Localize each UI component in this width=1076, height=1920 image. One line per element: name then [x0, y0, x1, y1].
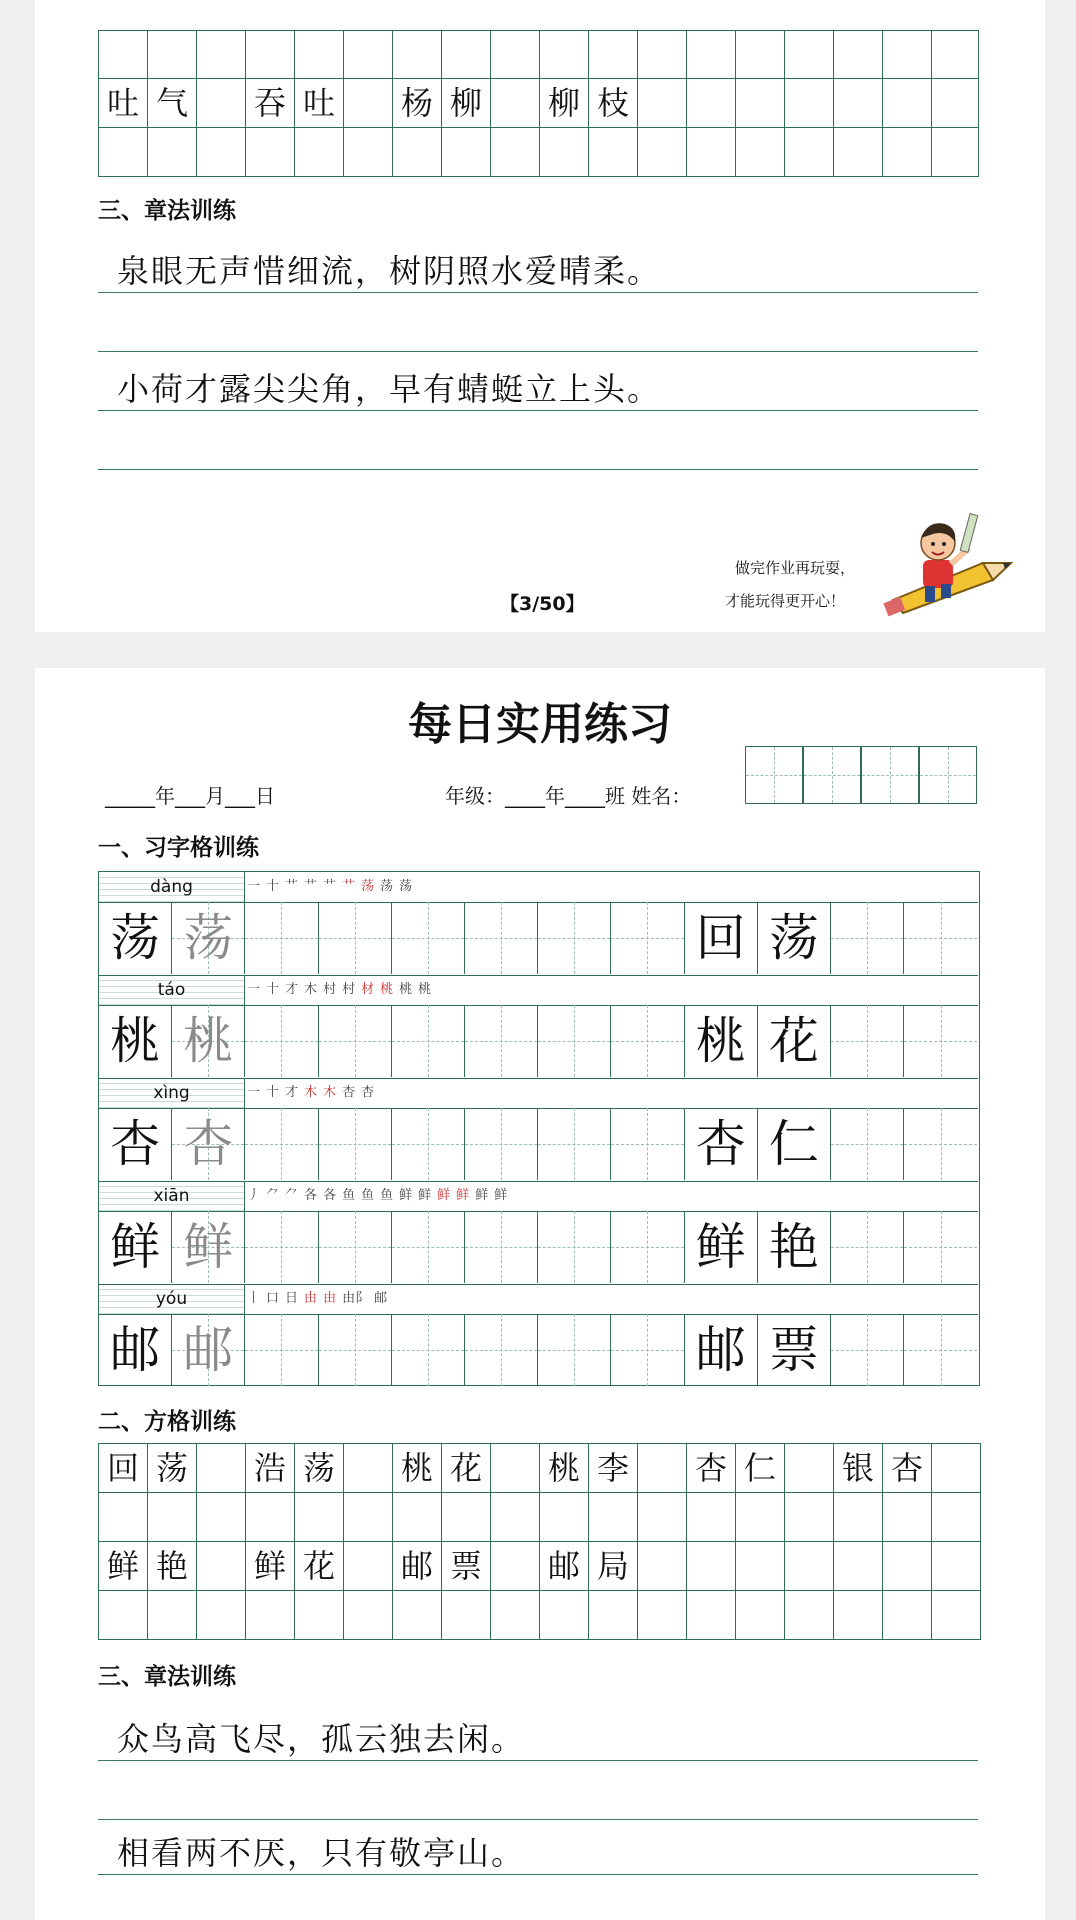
- practice-cell[interactable]: 鲜: [99, 1211, 172, 1283]
- grid-cell[interactable]: [883, 1591, 932, 1640]
- grid-cell[interactable]: 回: [99, 1444, 148, 1493]
- writing-line: [98, 292, 978, 293]
- grid-cell[interactable]: [785, 1542, 834, 1591]
- grid-cell[interactable]: [932, 1542, 981, 1591]
- name-box[interactable]: [745, 746, 803, 804]
- box-row: [99, 1591, 981, 1640]
- practice-row-yóu: [99, 1284, 978, 1387]
- practice-cell[interactable]: 邮: [99, 1314, 172, 1386]
- grid-cell[interactable]: 银: [834, 1444, 883, 1493]
- practice-cell[interactable]: 艳: [758, 1211, 831, 1283]
- grid-cell[interactable]: [99, 1591, 148, 1640]
- worksheet-page-3: [35, 0, 1045, 632]
- writing-line: [98, 1760, 978, 1761]
- section-title-composition: 三、章法训练: [98, 1664, 236, 1690]
- grid-cell[interactable]: 柳: [540, 79, 589, 128]
- practice-cell[interactable]: [831, 1314, 904, 1386]
- grid-cell[interactable]: 桃: [393, 1444, 442, 1493]
- date-line: _____年___月___日: [105, 784, 275, 808]
- grid-cell[interactable]: [246, 1591, 295, 1640]
- grid-cell[interactable]: [295, 1591, 344, 1640]
- practice-row-xiān: [99, 1181, 978, 1284]
- practice-cell[interactable]: [465, 1005, 538, 1077]
- practice-cell[interactable]: [904, 1314, 977, 1386]
- grid-cell[interactable]: [344, 1493, 393, 1542]
- grid-cell[interactable]: [491, 1542, 540, 1591]
- practice-cell[interactable]: [538, 1108, 611, 1180]
- practice-cell[interactable]: 鲜: [172, 1211, 245, 1283]
- grid-cell[interactable]: [344, 79, 393, 128]
- grid-cell[interactable]: [295, 1493, 344, 1542]
- practice-cell[interactable]: [538, 902, 611, 974]
- grid-cell[interactable]: 浩: [246, 1444, 295, 1493]
- writing-line: [98, 469, 978, 470]
- grid-cell[interactable]: [589, 1493, 638, 1542]
- sentence-line-2: 相看两不厌，只有敬亭山。: [117, 1834, 526, 1872]
- name-box[interactable]: [861, 746, 919, 804]
- grid-cell[interactable]: [785, 79, 834, 128]
- word-row: [99, 79, 979, 128]
- grid-cell[interactable]: 桃: [540, 1444, 589, 1493]
- section-title-stroke-practice: 一、习字格训练: [98, 835, 259, 861]
- grid-cell[interactable]: 杨: [393, 79, 442, 128]
- writing-line: [98, 1874, 978, 1875]
- practice-cell[interactable]: [831, 902, 904, 974]
- grid-cell[interactable]: 荡: [295, 1444, 344, 1493]
- practice-cell[interactable]: [611, 1108, 684, 1180]
- practice-cell[interactable]: 桃: [99, 1005, 172, 1077]
- grid-cell[interactable]: [834, 79, 883, 128]
- practice-cell[interactable]: [392, 1108, 465, 1180]
- worksheet-page-4: [35, 668, 1045, 1920]
- box-row: [99, 1493, 981, 1542]
- character-practice-grid: [98, 871, 980, 1386]
- grid-cell[interactable]: [491, 79, 540, 128]
- stroke-order: 丨 口 日 由 由 由阝 邮: [247, 1291, 388, 1306]
- grid-cell[interactable]: [638, 1493, 687, 1542]
- practice-cell[interactable]: 杏: [172, 1108, 245, 1180]
- box-grid-top: [98, 30, 979, 177]
- class-name-line: 年级：____年____班 姓名：: [445, 784, 692, 808]
- box-grid: [98, 1443, 981, 1640]
- grid-cell[interactable]: 吞: [246, 79, 295, 128]
- grid-cell[interactable]: [246, 1493, 295, 1542]
- pinyin-label: xiān: [99, 1181, 244, 1211]
- grid-cell[interactable]: [687, 1591, 736, 1640]
- grid-cell[interactable]: 鲜: [246, 1542, 295, 1591]
- stroke-order: 一 十 才 木 村 村 材 桃 桃 桃: [247, 982, 432, 997]
- practice-cell[interactable]: [465, 1108, 538, 1180]
- grid-line: [99, 1181, 978, 1182]
- grid-cell[interactable]: [736, 79, 785, 128]
- practice-cell[interactable]: 仁: [758, 1108, 831, 1180]
- practice-cell[interactable]: [392, 902, 465, 974]
- page-title: 每日实用练习: [408, 699, 672, 750]
- grid-cell[interactable]: [638, 1591, 687, 1640]
- page-number: 【3/50】: [500, 593, 585, 615]
- practice-cell[interactable]: 邮: [685, 1314, 758, 1386]
- grid-cell[interactable]: [540, 1591, 589, 1640]
- grid-cell[interactable]: [491, 1493, 540, 1542]
- grid-cell[interactable]: [344, 1542, 393, 1591]
- grid-cell[interactable]: [638, 79, 687, 128]
- grid-cell[interactable]: [589, 1591, 638, 1640]
- box-row: [99, 1444, 981, 1493]
- practice-cell[interactable]: [319, 1005, 392, 1077]
- grid-cell[interactable]: 吐: [295, 79, 344, 128]
- grid-cell[interactable]: [148, 1591, 197, 1640]
- practice-cell[interactable]: 荡: [758, 902, 831, 974]
- practice-cell[interactable]: [465, 1211, 538, 1283]
- practice-cell[interactable]: [245, 902, 318, 974]
- grid-cell[interactable]: 花: [442, 1444, 491, 1493]
- grid-cell[interactable]: [834, 1591, 883, 1640]
- practice-cell[interactable]: [904, 1108, 977, 1180]
- grid-cell[interactable]: 吐: [99, 79, 148, 128]
- writing-line: [98, 1819, 978, 1820]
- grid-cell[interactable]: [491, 1591, 540, 1640]
- practice-cell[interactable]: [392, 1211, 465, 1283]
- grid-line: [244, 872, 245, 902]
- practice-cell[interactable]: [245, 1108, 318, 1180]
- grid-cell[interactable]: [344, 1444, 393, 1493]
- grid-cell[interactable]: [393, 1591, 442, 1640]
- sentence-line-2: 小荷才露尖尖角，早有蜻蜓立上头。: [117, 370, 662, 408]
- practice-cell[interactable]: [831, 1005, 904, 1077]
- sentence-line-1: 众鸟高飞尽，孤云独去闲。: [117, 1720, 526, 1758]
- practice-cell[interactable]: [319, 1108, 392, 1180]
- grid-line: [99, 1284, 978, 1285]
- pinyin-label: xìng: [99, 1078, 244, 1108]
- practice-cell[interactable]: [904, 1211, 977, 1283]
- grid-cell[interactable]: 仁: [736, 1444, 785, 1493]
- practice-cell[interactable]: 桃: [172, 1005, 245, 1077]
- grid-cell[interactable]: 枝: [589, 79, 638, 128]
- grid-cell[interactable]: [197, 1591, 246, 1640]
- practice-cell[interactable]: [245, 1005, 318, 1077]
- practice-cell[interactable]: [831, 1108, 904, 1180]
- practice-cell[interactable]: 回: [685, 902, 758, 974]
- grid-cell[interactable]: [540, 1493, 589, 1542]
- practice-cell[interactable]: [611, 1211, 684, 1283]
- practice-cell[interactable]: [245, 1211, 318, 1283]
- grid-cell[interactable]: [197, 1444, 246, 1493]
- grid-cell[interactable]: [197, 1542, 246, 1591]
- grid-cell[interactable]: [736, 1591, 785, 1640]
- grid-cell[interactable]: 杏: [883, 1444, 932, 1493]
- grid-cell[interactable]: [491, 1444, 540, 1493]
- grid-cell[interactable]: 李: [589, 1444, 638, 1493]
- grid-cell[interactable]: [736, 1542, 785, 1591]
- practice-row-xìng: [99, 1078, 978, 1181]
- pinyin-label: táo: [99, 975, 244, 1005]
- grid-cell[interactable]: [99, 1493, 148, 1542]
- practice-cell[interactable]: [392, 1314, 465, 1386]
- practice-cell[interactable]: [319, 1211, 392, 1283]
- pinyin-label: dàng: [99, 872, 244, 902]
- boy-on-pencil-icon: [883, 508, 1033, 618]
- grid-cell[interactable]: 邮: [393, 1542, 442, 1591]
- grid-cell[interactable]: [197, 79, 246, 128]
- practice-cell[interactable]: [538, 1211, 611, 1283]
- grid-cell[interactable]: [932, 79, 979, 128]
- practice-cell[interactable]: 荡: [172, 902, 245, 974]
- grid-line: [244, 975, 245, 1005]
- practice-row-táo: [99, 975, 978, 1078]
- grid-cell[interactable]: 杏: [687, 1444, 736, 1493]
- grid-cell[interactable]: [883, 1493, 932, 1542]
- stroke-order: 丿 ⺈ ⺈ 各 各 鱼 鱼 鱼 鲜 鲜 鲜 鲜 鲜 鲜: [247, 1188, 508, 1203]
- stroke-order: 一 十 才 木 木 杏 杏: [247, 1085, 375, 1100]
- grid-cell[interactable]: [932, 1444, 981, 1493]
- practice-cell[interactable]: 邮: [172, 1314, 245, 1386]
- grid-cell[interactable]: 花: [295, 1542, 344, 1591]
- grid-cell[interactable]: 鲜: [99, 1542, 148, 1591]
- grid-cell[interactable]: [687, 79, 736, 128]
- practice-cell[interactable]: [538, 1005, 611, 1077]
- practice-cell[interactable]: 杏: [685, 1108, 758, 1180]
- grid-cell[interactable]: 局: [589, 1542, 638, 1591]
- grid-cell[interactable]: [393, 1493, 442, 1542]
- grid-cell[interactable]: [883, 1542, 932, 1591]
- grid-cell[interactable]: [834, 1493, 883, 1542]
- practice-cell[interactable]: 桃: [685, 1005, 758, 1077]
- grid-cell[interactable]: [197, 1493, 246, 1542]
- grid-cell[interactable]: [442, 1591, 491, 1640]
- name-box[interactable]: [919, 746, 977, 804]
- practice-cell[interactable]: [611, 1005, 684, 1077]
- grid-line: [244, 1078, 245, 1108]
- motto-line-1: 做完作业再玩耍，: [735, 559, 856, 577]
- grid-cell[interactable]: 艳: [148, 1542, 197, 1591]
- grid-cell[interactable]: 气: [148, 79, 197, 128]
- grid-cell[interactable]: 柳: [442, 79, 491, 128]
- practice-cell[interactable]: 杏: [99, 1108, 172, 1180]
- writing-line: [98, 351, 978, 352]
- practice-cell[interactable]: [904, 902, 977, 974]
- grid-cell[interactable]: [687, 1542, 736, 1591]
- grid-cell[interactable]: [932, 1493, 981, 1542]
- practice-cell[interactable]: [465, 902, 538, 974]
- grid-line: [99, 975, 978, 976]
- grid-cell[interactable]: [638, 1542, 687, 1591]
- practice-cell[interactable]: [245, 1314, 318, 1386]
- grid-cell[interactable]: 邮: [540, 1542, 589, 1591]
- stroke-order: 一 十 艹 艹 艹 艹 荡 荡 荡: [247, 879, 413, 894]
- practice-cell[interactable]: [319, 902, 392, 974]
- practice-cell[interactable]: 票: [758, 1314, 831, 1386]
- name-box[interactable]: [803, 746, 861, 804]
- sentence-line-1: 泉眼无声惜细流，树阴照水爱晴柔。: [117, 252, 662, 290]
- practice-cell[interactable]: [611, 1314, 684, 1386]
- grid-cell[interactable]: [442, 1493, 491, 1542]
- grid-line: [99, 1078, 978, 1079]
- grid-cell[interactable]: [344, 1591, 393, 1640]
- grid-cell[interactable]: [785, 1444, 834, 1493]
- practice-cell[interactable]: [904, 1005, 977, 1077]
- section-title-box-practice: 二、方格训练: [98, 1409, 236, 1435]
- practice-cell[interactable]: [319, 1314, 392, 1386]
- grid-cell[interactable]: [785, 1591, 834, 1640]
- practice-cell[interactable]: 鲜: [685, 1211, 758, 1283]
- grid-cell[interactable]: [148, 1493, 197, 1542]
- pinyin-label: yóu: [99, 1284, 244, 1314]
- practice-cell[interactable]: [465, 1314, 538, 1386]
- section-title-composition: 三、章法训练: [98, 198, 236, 224]
- box-row: [99, 1542, 981, 1591]
- grid-cell[interactable]: 票: [442, 1542, 491, 1591]
- practice-row-dàng: [99, 872, 978, 975]
- grid-line: [244, 1181, 245, 1211]
- practice-cell[interactable]: 荡: [99, 902, 172, 974]
- grid-cell[interactable]: [883, 79, 932, 128]
- motto-line-2: 才能玩得更开心！: [725, 592, 846, 610]
- practice-cell[interactable]: [538, 1314, 611, 1386]
- grid-cell[interactable]: [687, 1493, 736, 1542]
- practice-cell[interactable]: [392, 1005, 465, 1077]
- grid-cell[interactable]: [932, 1591, 981, 1640]
- writing-line: [98, 410, 978, 411]
- grid-line: [244, 1284, 245, 1314]
- practice-cell[interactable]: [831, 1211, 904, 1283]
- grid-cell[interactable]: [736, 1493, 785, 1542]
- practice-cell[interactable]: [611, 902, 684, 974]
- practice-cell[interactable]: 花: [758, 1005, 831, 1077]
- grid-cell[interactable]: [834, 1542, 883, 1591]
- grid-cell[interactable]: [785, 1493, 834, 1542]
- grid-cell[interactable]: 荡: [148, 1444, 197, 1493]
- grid-cell[interactable]: [638, 1444, 687, 1493]
